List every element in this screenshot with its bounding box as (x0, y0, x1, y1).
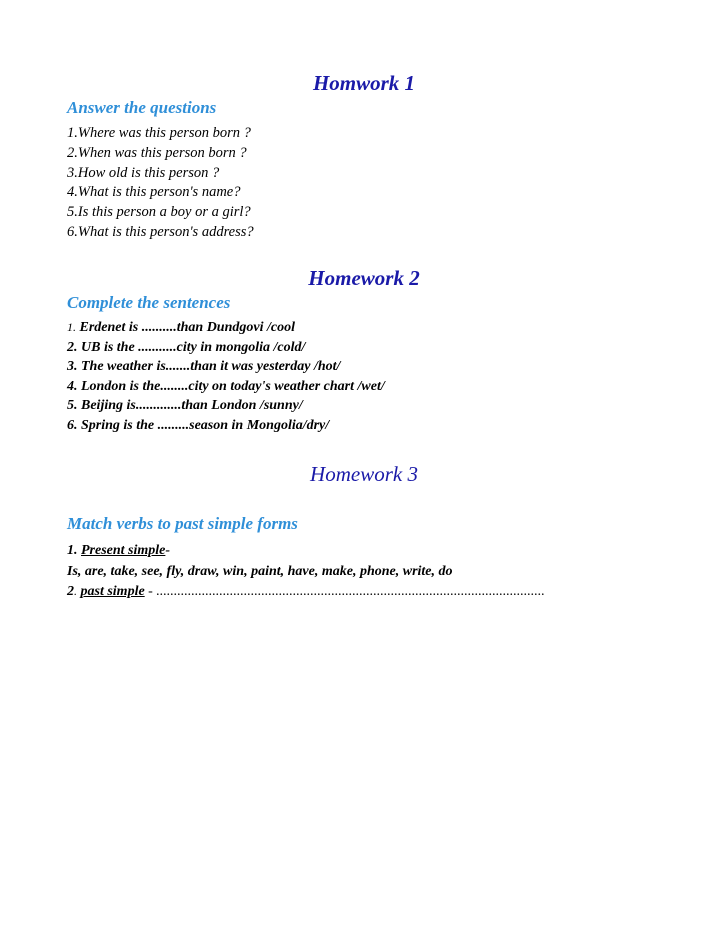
item-2-dot: . (74, 584, 77, 598)
item-2-number: 2 (67, 584, 74, 599)
sentence-number: 6. (67, 417, 78, 433)
match-verbs-title: Match verbs to past simple forms (67, 514, 298, 533)
sentence-item (67, 377, 385, 397)
sentences-list (67, 318, 385, 436)
answer-blank-dots: - ............................................................................................................... (144, 584, 545, 599)
sentence-text: Beijing is.............than London /sunny/ (77, 398, 303, 414)
homework-1-heading: Homwork 1 (312, 71, 416, 95)
sentence-item (67, 357, 385, 377)
present-simple-line (67, 541, 170, 560)
past-simple-line (67, 582, 545, 601)
question-item: 6.What is this person's address? (67, 223, 254, 240)
question-item: 5.Is this person a boy or a girl? (67, 204, 251, 221)
question-item: 2.When was this person born ? (67, 144, 247, 161)
sentence-item (67, 338, 385, 358)
sentence-item (67, 318, 385, 338)
homework-2-heading: Homework 2 (308, 266, 420, 290)
sentence-number: 5. (67, 398, 78, 414)
sentence-text: London is the........city on today's weather chart /wet/ (77, 378, 385, 394)
sentence-number: 3. (67, 359, 78, 375)
sentence-item (67, 416, 385, 436)
complete-sentences-title: Complete the sentences (67, 293, 231, 312)
sentence-number: 2. (67, 339, 78, 355)
present-simple-label: Present simple (81, 543, 166, 558)
verbs-line: Is, are, take, see, fly, draw, win, paint, have, make, phone, write, do (67, 564, 453, 579)
sentence-text: Spring is the .........season in Mongolia/dry/ (77, 417, 330, 433)
question-item: 1.Where was this person born ? (67, 125, 251, 141)
past-simple-label: past simple (80, 584, 145, 599)
item-1-number: 1. (67, 543, 78, 558)
questions-list (67, 124, 254, 243)
homework-3-heading: Homework 3 (310, 462, 418, 486)
sentence-item (67, 396, 385, 416)
answer-questions-title: Answer the questions (67, 98, 217, 117)
question-item: 4.What is this person's name? (67, 184, 241, 201)
sentence-text: UB is the ...........city in mongolia /cold/ (77, 339, 306, 355)
question-item: 3.How old is this person ? (67, 164, 220, 181)
sentence-text: The weather is.......than it was yesterday /hot/ (77, 359, 341, 375)
sentence-number: 1. (67, 320, 76, 334)
item-1-suffix: - (165, 543, 171, 558)
sentence-number: 4. (67, 378, 78, 394)
sentence-text: Erdenet is ..........than Dundgovi /cool (76, 320, 295, 335)
